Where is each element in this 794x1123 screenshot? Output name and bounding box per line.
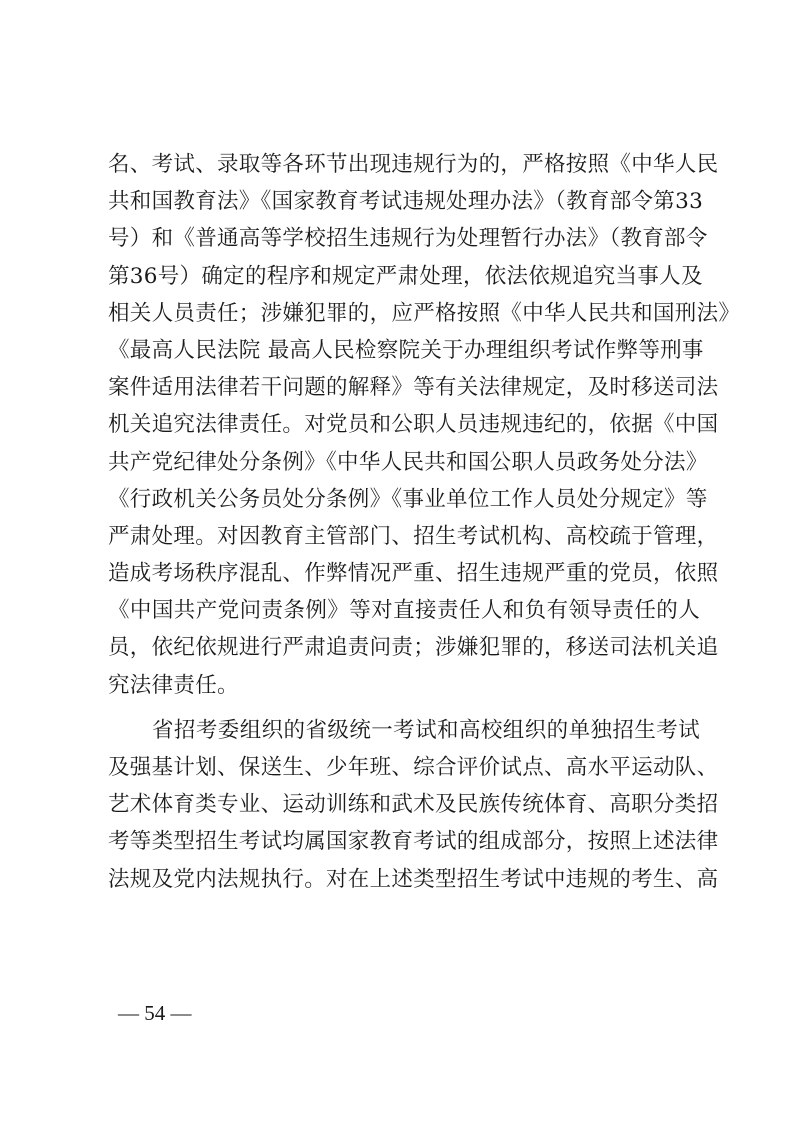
text-line: 号）和《普通高等学校招生违规行为处理暂行办法》（教育部令 bbox=[108, 226, 708, 252]
text-line: 严肃处理。对因教育主管部门、招生考试机构、高校疏于管理， bbox=[108, 523, 719, 549]
text-line: 法规及党内法规执行。对在上述类型招生考试中违规的考生、高 bbox=[108, 866, 719, 892]
text-line: 省招考委组织的省级统一考试和高校组织的单独招生考试 bbox=[152, 717, 700, 743]
text-line: 第36号）确定的程序和规定严肃处理，依法依规追究当事人及 bbox=[108, 263, 703, 289]
text-line: 机关追究法律责任。对党员和公职人员违规违纪的，依据《中国 bbox=[108, 412, 719, 438]
text-line: 艺术体育类专业、运动训练和武术及民族传统体育、高职分类招 bbox=[108, 792, 719, 818]
text-line: 及强基计划、保送生、少年班、综合评价试点、高水平运动队、 bbox=[108, 755, 719, 780]
text-line: 造成考场秩序混乱、作弊情况严重、招生违规严重的党员，依照 bbox=[108, 561, 719, 587]
text-line: 究法律责任。 bbox=[108, 672, 239, 698]
text-line: 共和国教育法》《国家教育考试违规处理办法》（教育部令第33 bbox=[108, 189, 704, 215]
text-line: 共产党纪律处分条例》《中华人民共和国公职人员政务处分法》 bbox=[108, 449, 708, 475]
page-number: — 54 — bbox=[118, 1001, 192, 1025]
text-line: 名、考试、录取等各环节出现违规行为的，严格按照《中华人民 bbox=[108, 152, 719, 177]
text-line: 《行政机关公务员处分条例》《事业单位工作人员处分规定》等 bbox=[108, 486, 708, 512]
text-line: 考等类型招生考试均属国家教育考试的组成部分，按照上述法律 bbox=[108, 829, 719, 855]
paragraph-2 bbox=[108, 712, 719, 898]
paragraph-1 bbox=[108, 146, 741, 704]
body-text bbox=[108, 146, 741, 898]
text-line: 《最高人民法院 最高人民检察院关于办理组织考试作弊等刑事 bbox=[108, 337, 704, 363]
text-line: 《中国共产党问责条例》等对直接责任人和负有领导责任的人 bbox=[108, 598, 700, 624]
text-line: 案件适用法律若干问题的解释》等有关法律规定，及时移送司法 bbox=[108, 375, 719, 401]
text-line: 员，依纪依规进行严肃追责问责；涉嫌犯罪的，移送司法机关追 bbox=[108, 635, 719, 661]
text-line: 相关人员责任；涉嫌犯罪的，应严格按照《中华人民共和国刑法》 bbox=[108, 300, 741, 326]
